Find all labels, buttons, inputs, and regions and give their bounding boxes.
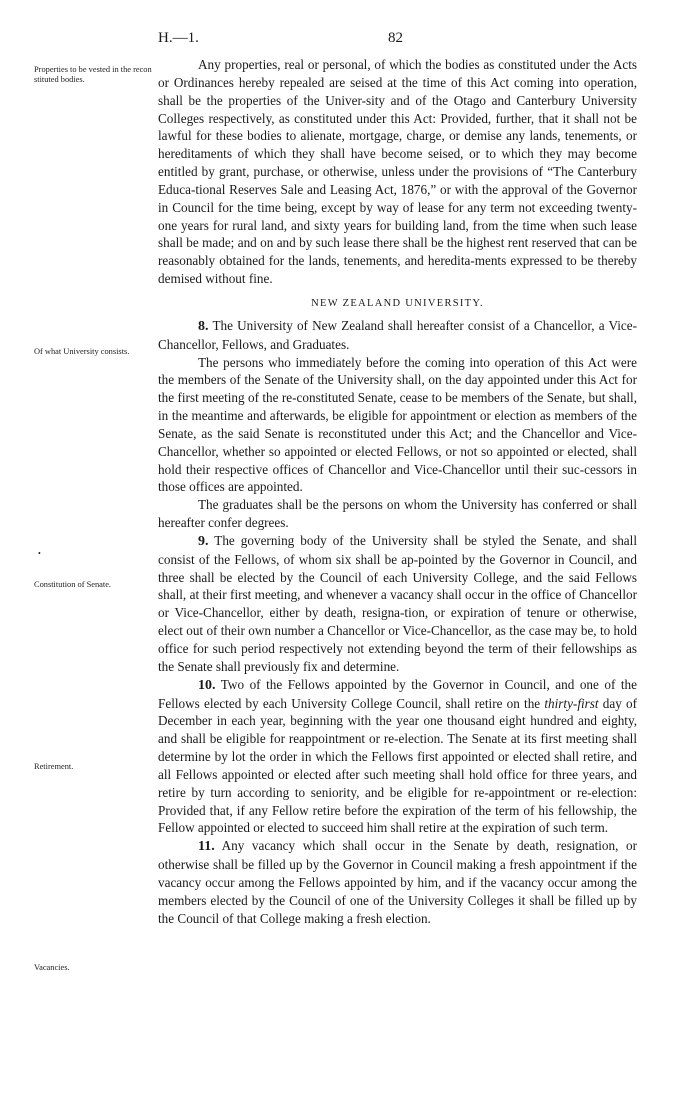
main-text [158, 56, 637, 928]
margin-note-university-consists: Of what University consists. [34, 347, 130, 356]
section-10-italic-date: thirty-first [544, 695, 599, 711]
section-11-text: Any vacancy which shall occur in the Senate by death, resignation, or otherwise shall be filled up by the Governor in Council making a fresh appointment if the vacancy occur among the Fellows appointed by him, and if the vacancy occur among the members elected by the Council of one of the University Colleges it shall be filled up by the Council of that College making a fresh election. [158, 838, 637, 926]
section-8 [158, 317, 637, 354]
margin-note-retirement: Retirement. [34, 762, 74, 771]
section-9-text: The governing body of the University shall be styled the Senate, and shall consist of the Fellows, of whom six shall be ap-pointed by the Governor in Council, and three shall be elected by the Council of each University College, and the said Fellows shall, at their first meeting, and whenever a vacancy shall occur in the office of Chancellor or Vice-Chancellor, either by death, resigna-tion, or expiration of tenure or otherwise, elect out of their own number a Chancellor or Vice-Chancellor, as the case may be, to hold office for such period respectively not extending beyond the term of their fellowships as the Senate shall previously fix and determine. [158, 532, 637, 674]
section-10-number: 10. [198, 677, 216, 693]
section-10 [158, 676, 637, 838]
paragraph-properties: Any properties, real or personal, of which the bodies as constituted under the Acts or Ordinances hereby repealed are seised at the time of this Act coming into operation, shall be the properties of the Univer-sity and of the Otago and Canterbury University Colleges respectively, as constituted under this Act: Provided, further, that it shall not be lawful for these bodies to alienate, mortgage, charge, or demise any lands, tenements, or hereditaments of which they shall have become seised, or to which they may become entitled by grant, purchase, or otherwise, unless under the provisions of “The Canterbury Educa-tional Reserves Sale and Leasing Act, 1876,” or with the approval of the Governor in Council for the time being, except by way of lease for any term not exceeding twenty-one years for rural land, and sixty years for building land, from the time when such lease shall be made; and on and by such lease there shall be the highest rent reserved that can be reasonably obtained for the lands, tenements, and heredita-ments expressed to be thereby demised without fine. [158, 57, 637, 287]
section-heading: NEW ZEALAND UNIVERSITY. [311, 297, 484, 309]
page-header [158, 30, 638, 50]
section-10-text-a: Two of the Fellows appointed by the Governor in Council, and one of the Fellows elected by each University College Council, shall retire on the [158, 676, 637, 711]
section-8-number: 8. [198, 318, 209, 334]
document-reference: H.—1. [158, 30, 199, 46]
margin-note-constitution-senate: Constitution of Senate. [34, 580, 111, 589]
section-8-text: The University of New Zealand shall hereafter consist of a Chancellor, a Vice-Chancellor, Fellows, and Graduates. [158, 317, 637, 352]
page-number: 82 [388, 30, 403, 46]
section-9 [158, 532, 637, 676]
stray-mark: • [38, 549, 41, 558]
section-8-paragraph-2: The persons who immediately before the coming into operation of this Act were the members of the Senate of the University shall, on the day appointed under this Act for the first meeting of the re-constituted Senate, cease to be members of the Senate, but shall, in the meantime and afterwards, be eligible for appointment or election as members of the Senate, as the said Senate is reconstituted under this Act; and the Chancellor and Vice-Chancellor, whether so appointed or elected Fellows, or not so appointed or elected, shall hold their respective offices of Chancellor and Vice-Chancellor until their suc-cessors in those offices are appointed. [158, 354, 637, 495]
margin-note-properties: Properties to be vested in the recon stituted bodies. [34, 65, 152, 84]
section-9-number: 9. [198, 533, 209, 549]
section-10-text-b: day of December in each year, beginning with the year one thousand eight hundred and eighty, and shall be eligible for reappointment or re-election. The Senate at its first meeting shall determine by lot the order in which the Fellows first appointed or elected shall retire, and all Fellows appointed or elected after such meeting shall hold office for three years, and retire by turn according to seniority, and be eligible for re-appointment or re-election: Provided that, if any Fellow retire before the expiration of the term of his fellowship, the Fellow appointed or elected to succeed him shall retire at the expiration of such term. [158, 695, 638, 836]
section-11-number: 11. [198, 839, 215, 855]
margin-note-vacancies: Vacancies. [34, 963, 70, 972]
section-11 [158, 837, 637, 927]
section-8-paragraph-3: The graduates shall be the persons on whom the University has conferred or shall hereafter confer degrees. [158, 497, 637, 531]
